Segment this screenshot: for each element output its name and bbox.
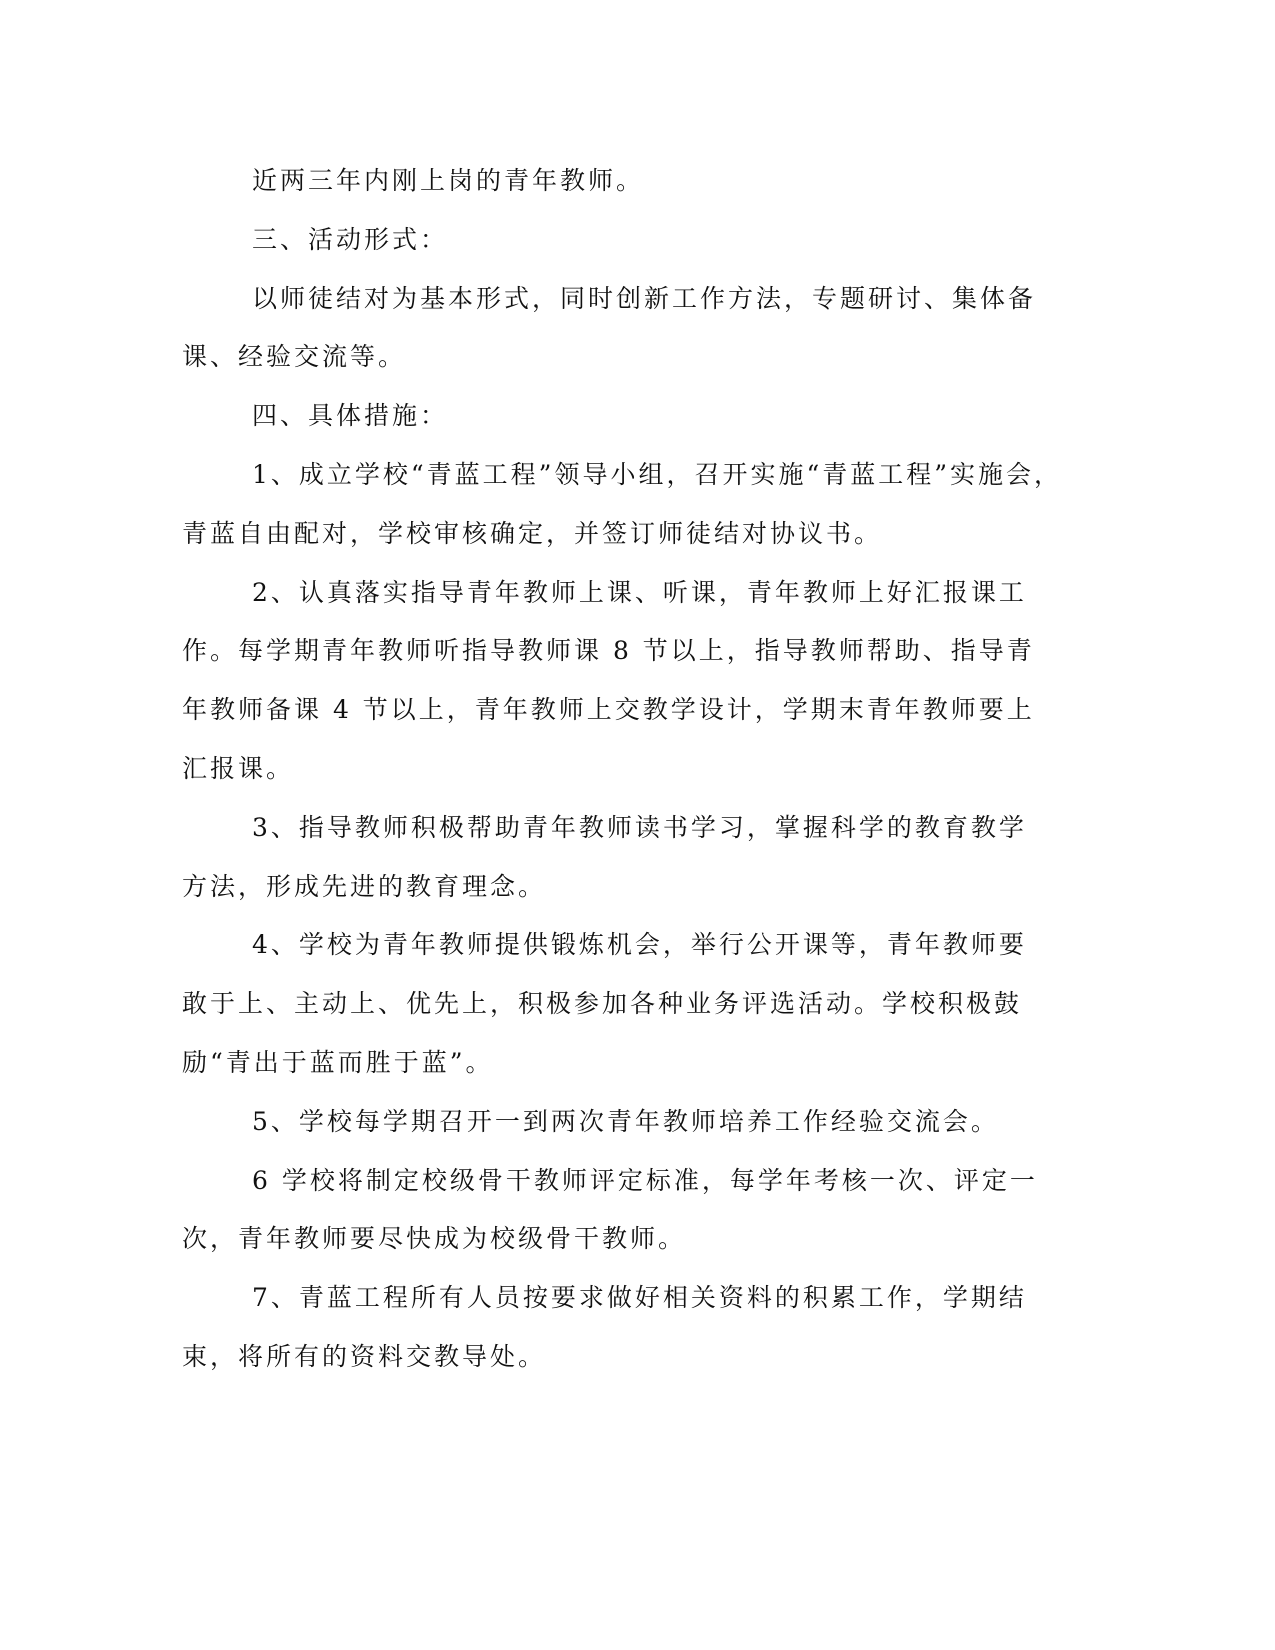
text-line: 励“青出于蓝而胜于蓝”。 — [182, 1047, 494, 1077]
text-line: 3、指导教师积极帮助青年教师读书学习，掌握科学的教育教学 — [252, 812, 1027, 842]
document-body — [182, 152, 1063, 1387]
measure-item-7 — [182, 1269, 1032, 1387]
measure-item-2 — [182, 564, 1035, 799]
text-line: 7、青蓝工程所有人员按要求做好相关资料的积累工作，学期结 — [252, 1283, 1027, 1313]
text-line: 三、活动形式： — [252, 224, 449, 254]
measure-item-6 — [182, 1152, 1038, 1270]
paragraph-target-teachers — [182, 152, 1032, 211]
measure-item-3 — [182, 799, 1032, 917]
text-line: 汇报课。 — [182, 753, 295, 783]
text-line: 束，将所有的资料交教导处。 — [182, 1341, 547, 1371]
text-line: 年教师备课 4 节以上，青年教师上交教学设计，学期末青年教师要上 — [182, 695, 1035, 725]
text-line: 作。每学期青年教师听指导教师课 8 节以上，指导教师帮助、指导青 — [182, 636, 1035, 666]
heading-specific-measures — [182, 387, 1032, 446]
text-line: 1、成立学校“青蓝工程”领导小组，召开实施“青蓝工程”实施会， — [252, 459, 1063, 489]
heading-activity-form — [182, 211, 1032, 270]
text-line: 4、学校为青年教师提供锻炼机会，举行公开课等，青年教师要 — [252, 930, 1027, 960]
text-line: 以师徒结对为基本形式，同时创新工作方法，专题研讨、集体备 — [252, 283, 1037, 313]
measure-item-5 — [182, 1093, 1032, 1152]
text-line: 课、经验交流等。 — [182, 342, 407, 372]
text-line: 次，青年教师要尽快成为校级骨干教师。 — [182, 1224, 687, 1254]
text-line: 6 学校将制定校级骨干教师评定标准，每学年考核一次、评定一 — [252, 1165, 1038, 1195]
paragraph-activity-form — [182, 270, 1037, 388]
text-line: 敢于上、主动上、优先上，积极参加各种业务评选活动。学校积极鼓 — [182, 989, 1023, 1019]
text-line: 方法，形成先进的教育理念。 — [182, 871, 547, 901]
measure-item-4 — [182, 916, 1032, 1092]
text-line: 5、学校每学期召开一到两次青年教师培养工作经验交流会。 — [252, 1106, 999, 1136]
text-line: 青蓝自由配对，学校审核确定，并签订师徒结对协议书。 — [182, 518, 883, 548]
text-line: 2、认真落实指导青年教师上课、听课，青年教师上好汇报课工 — [252, 577, 1027, 607]
text-line: 近两三年内刚上岗的青年教师。 — [252, 166, 645, 195]
text-line: 四、具体措施： — [252, 401, 449, 431]
measure-item-1 — [182, 446, 1063, 564]
